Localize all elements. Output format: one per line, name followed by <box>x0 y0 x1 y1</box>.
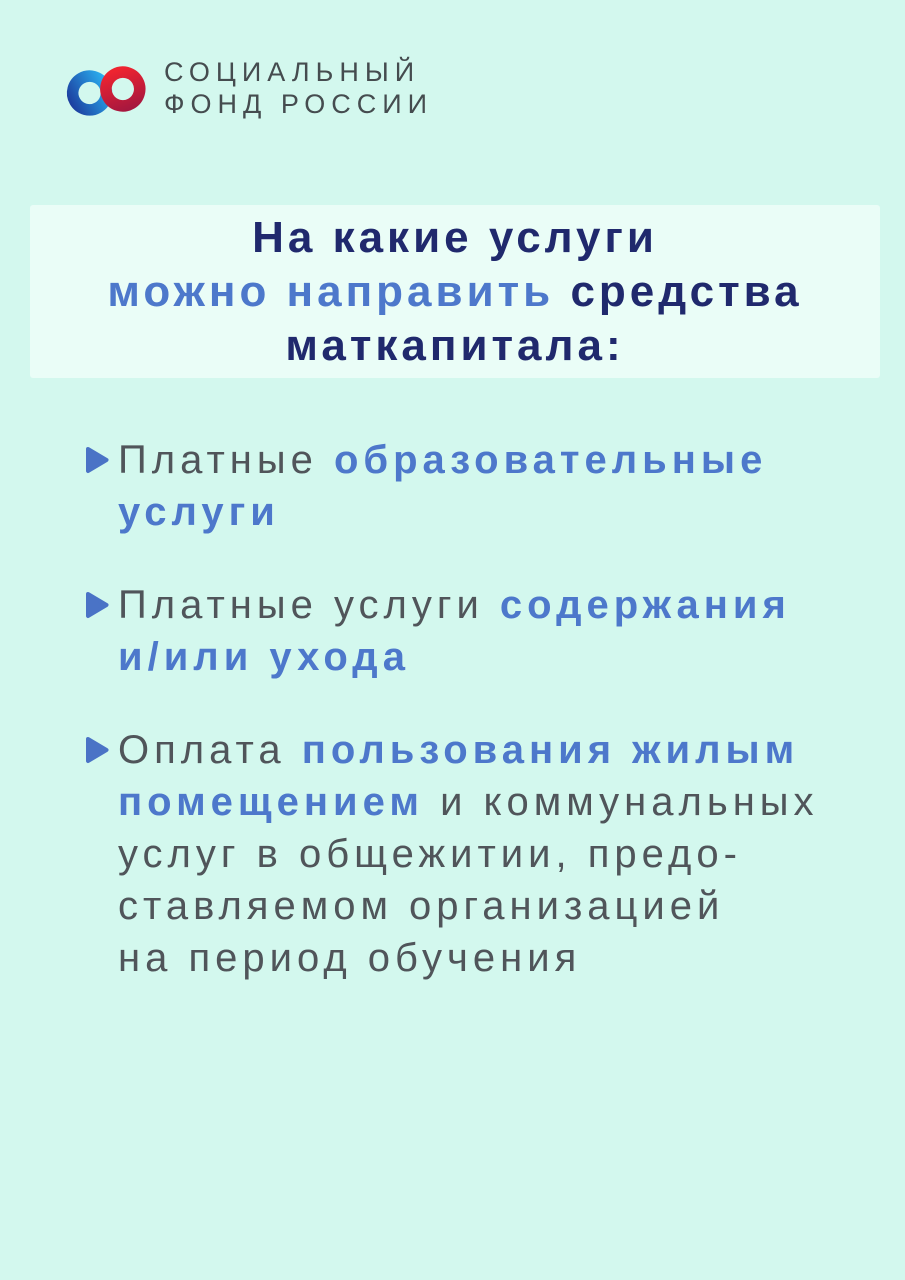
list-item <box>84 724 880 984</box>
triangle-right-icon <box>84 735 118 984</box>
sfr-monogram-icon <box>54 42 158 138</box>
logo-text-line2: ФОНД РОССИИ <box>164 89 434 119</box>
list-item <box>84 579 880 683</box>
text-segment: содержания <box>499 583 791 627</box>
bullet-text <box>118 579 880 683</box>
text-segment: и коммунальных <box>423 780 819 824</box>
logo-text-line1: СОЦИАЛЬНЫЙ <box>164 57 421 87</box>
text-segment: образовательные <box>333 438 768 482</box>
text-segment: Платные услуги <box>118 583 500 627</box>
text-segment: маткапитала: <box>285 320 625 370</box>
header-panel <box>30 205 880 378</box>
text-segment: средства <box>554 266 803 316</box>
text-segment: можно направить <box>107 266 555 316</box>
text-segment: Оплата <box>118 728 302 772</box>
text-segment: помещением <box>118 780 424 824</box>
page-title <box>97 211 812 373</box>
list-item <box>84 434 880 538</box>
triangle-right-icon <box>84 590 118 683</box>
bullet-text <box>118 434 880 538</box>
text-segment: услуг в общежитии, предо- <box>118 832 742 876</box>
text-segment: пользования жилым <box>301 728 800 772</box>
text-segment: Платные <box>118 438 334 482</box>
triangle-right-icon <box>84 445 118 538</box>
text-segment: на период обучения <box>118 936 582 980</box>
bullet-list <box>84 434 880 1025</box>
text-segment: услуги <box>118 490 280 534</box>
bullet-text <box>118 724 880 984</box>
text-segment: ставляемом организацией <box>118 884 725 928</box>
logo <box>54 42 433 138</box>
logo-text <box>164 56 433 120</box>
text-segment: и/или ухода <box>118 635 410 679</box>
text-segment: На какие услуги <box>252 212 658 262</box>
